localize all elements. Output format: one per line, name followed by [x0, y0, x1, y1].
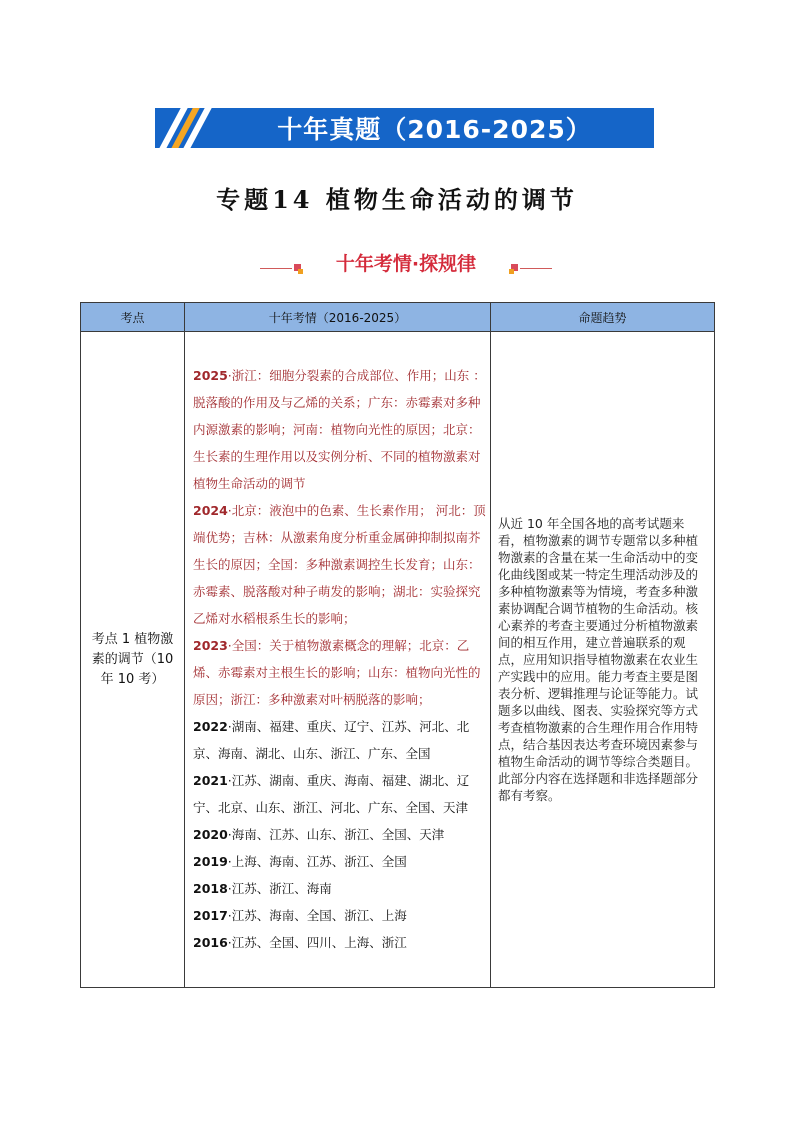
year-label: 2016	[193, 934, 228, 950]
year-label: 2024	[193, 502, 228, 518]
year-entry	[193, 821, 486, 848]
year-text: ·全国：关于植物激素概念的理解；北京：乙烯、赤霉素对主根生长的影响；山东：植物向光性的原因；浙江：多种激素对叶柄脱落的影响；	[193, 637, 481, 707]
table-header-row	[81, 303, 715, 332]
heading-square-icon	[509, 269, 514, 274]
year-entry	[193, 632, 486, 713]
exam-point-cell: 考点 1 植物激素的调节（10 年 10 考）	[81, 332, 185, 988]
heading-square-icon	[298, 269, 303, 274]
year-entry	[193, 497, 486, 632]
year-text: ·上海、海南、江苏、浙江、全国	[227, 853, 407, 869]
year-label: 2019	[193, 853, 228, 869]
table-row	[81, 332, 715, 988]
year-label: 2025	[193, 367, 228, 383]
year-label: 2022	[193, 718, 228, 734]
year-text: ·浙江：细胞分裂素的合成部位、作用；山东 ：脱落酸的作用及与乙烯的关系；广东：赤霉素对多种内源激素的影响；河南：植物向光性的原因；北京：生长素的生理作用以及实例分析、不同的植物激素对植物生命活动的调节	[193, 367, 486, 491]
year-label: 2017	[193, 907, 228, 923]
year-label: 2023	[193, 637, 228, 653]
heading-rule-left	[260, 268, 292, 269]
year-text: ·北京：液泡中的色素、生长素作用； 河北：顶端优势；吉林：从激素角度分析重金属砷抑制拟南芥生长的原因；全国：多种激素调控生长发育；山东：赤霉素、脱落酸对种子萌发的影响；湖北：实验探究乙烯对水稻根系生长的影响；	[193, 502, 486, 626]
year-entry	[193, 713, 486, 767]
header-trend: 命题趋势	[491, 303, 715, 332]
heading-rule-right	[520, 268, 552, 269]
year-entry	[193, 848, 486, 875]
section-heading	[260, 250, 552, 278]
trend-analysis-cell: 从近 10 年全国各地的高考试题来看，植物激素的调节专题常以多种植物激素的含量在某一生命活动中的变化曲线图或某一特定生理活动涉及的多种植物激素等为情境，考查多种激素协调配合调节植物的生命活动。核心素养的考查主要通过分析植物激素间的相互作用，建立普遍联系的观点，应用知识指导植物激素在农业生产实践中的应用。能力考查主要是图表分析、逻辑推理与论证等能力。试题多以曲线、图表、实验探究等方式考查植物激素的合生理作用合作用特点，结合基因表达考查环境因素参与植物生命活动的调节等综合类题目。此部分内容在选择题和非选择题部分都有考察。	[491, 332, 715, 988]
banner-title: 十年真题（2016-2025）	[277, 115, 592, 144]
subject-title: 专题14 植物生命活动的调节	[216, 185, 578, 214]
year-text: ·湖南、福建、重庆、辽宁、江苏、河北、北京、海南、湖北、山东、浙江、广东、全国	[193, 718, 470, 761]
header-exams: 十年考情（2016-2025）	[185, 303, 491, 332]
header-point: 考点	[81, 303, 185, 332]
exam-trend-table	[80, 302, 715, 988]
year-entry	[193, 902, 486, 929]
title-banner	[155, 108, 654, 148]
year-text: ·江苏、海南、全国、浙江、上海	[227, 907, 407, 923]
year-label: 2020	[193, 826, 228, 842]
year-text: ·江苏、全国、四川、上海、浙江	[227, 934, 407, 950]
year-entry	[193, 362, 486, 497]
year-text: ·海南、江苏、山东、浙江、全国、天津	[227, 826, 445, 842]
section-heading-text: 十年考情·探规律	[335, 253, 477, 275]
year-entry	[193, 875, 486, 902]
year-entry	[193, 929, 486, 956]
year-label: 2018	[193, 880, 228, 896]
year-text: ·江苏、湖南、重庆、海南、福建、湖北、辽宁、北京、山东、浙江、河北、广东、全国、天津	[193, 772, 470, 815]
exam-history-cell	[185, 332, 491, 988]
year-text: ·江苏、浙江、海南	[227, 880, 332, 896]
year-label: 2021	[193, 772, 228, 788]
year-entry	[193, 767, 486, 821]
